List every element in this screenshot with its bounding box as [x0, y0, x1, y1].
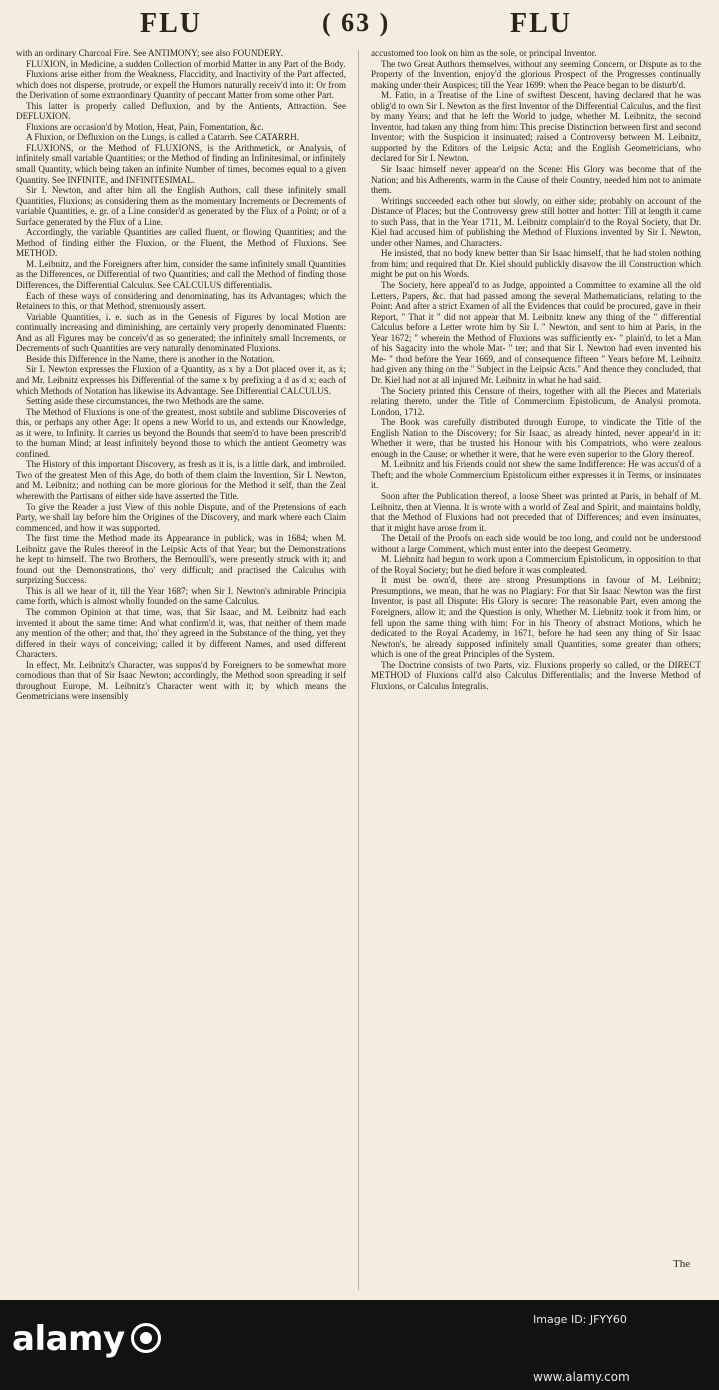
logo-text: alamy	[12, 1319, 125, 1359]
paragraph: Accordingly, the variable Quantities are called fluent, or flowing Quantities; and the Method of finding either the Fluxion, or the Fluent, the Method of Fluxions. See METHOD.	[16, 227, 346, 259]
paragraph: The Detail of the Proofs on each side would be too long, and could not be understood without a large Comment, which must enter into the deepest Geometry.	[371, 533, 701, 554]
logo-mark-icon	[131, 1323, 161, 1353]
paragraph: Fluxions are occasion'd by Motion, Heat, Pain, Fomentation, &c.	[26, 121, 264, 132]
paragraph: M. Leibnitz and his Friends could not shew the same Indifference: He was accus'd of a Theft; and the whole Commercium Epistolicum either expresses it in Terms, or insinuates it.	[371, 459, 701, 491]
paragraph: The first time the Method made its Appearance in publick, was in 1684; when M. Leibnitz gave the Rules thereof in the Leipsic Acts of that Year; but the Demonstrations he kept to himself. The two Brothers, the Bernoulli's, were presently struck with it; and found out the Demonstrations, tho' very difficult; and practised the Calculus with surprizing Success.	[16, 533, 346, 586]
page-number: ( 63 )	[322, 8, 391, 37]
alamy-logo	[12, 1319, 161, 1359]
paragraph: It must be own'd, there are strong Presumptions in favour of M. Leibnitz; Presumptions, we mean, that he was no Plagiary: For that Sir Isaac Newton was the first Inventor, is past all Dispute: His Glory is secure: The reasonable Part, even among the Foreigners, allow it; and the Question is only, Whether M. Liebnitz took it from him, or fell upon the same thing with him: For in his Theory of abstract Motions, which he dedicated to the Royal Academy, in 1671, before he had seen any thing of Sir Isaac Newton's, he already supposed infinitely small Quantities, some greater than others; which is one of the great Principles of the System.	[371, 575, 701, 660]
right-column	[371, 48, 701, 1293]
image-id	[533, 1313, 627, 1326]
paragraph: The Book was carefully distributed through Europe, to vindicate the Title of the English Nation to the Discovery; for Sir Isaac, as already hinted, never appear'd in it: Whether it were, that he trusted his Honour with his Compatriots, who were zealous enough in the Cause; or whether it were, that he were even superior to the Glory thereof.	[371, 417, 701, 459]
paragraph: The Doctrine consists of two Parts, viz. Fluxions properly so called, or the DIRECT METHOD of Fluxions call'd also Calculus Differentialis; and the Inverse Method of Fluxions, or Calculus Integralis.	[371, 659, 701, 691]
paragraph: This is all we hear of it, till the Year 1687; when Sir I. Newton's admirable Principia came forth, which is almost wholly founded on the same Calculus.	[16, 585, 346, 607]
running-head-right: FLU	[510, 8, 572, 39]
paragraph: To give the Reader a just View of this noble Dispute, and of the Pretensions of each Party, we shall lay before him the Origines of the Discovery, and mark where each Claim commenced, and how it was supported.	[16, 501, 346, 533]
paragraph: The two Great Authors themselves, without any seeming Concern, or Dispute as to the Property of the Invention, enjoy'd the glorious Prospect of the Progresses continually making under their Auspices; till the Year 1699: when the Peace began to be disturb'd.	[371, 58, 701, 90]
paragraph: Beside this Difference in the Name, there is another in the Notation.	[26, 353, 275, 364]
paragraph: Sir Isaac himself never appear'd on the Scene: His Glory was become that of the Nation; and his Adherents, warm in the Cause of their Country, needed him not to animate them.	[371, 164, 701, 196]
watermark-url: www.alamy.com	[533, 1370, 630, 1384]
left-column	[16, 48, 346, 1293]
paragraph: Soon after the Publication thereof, a loose Sheet was printed at Paris, in behalf of M. Leibnitz, then at Vienna. It is wrote with a world of Zeal and Spirit, and maintains boldly, that the Method of Fluxions had not preceded that of Differences; and even insinuates, that it might have arose from it.	[371, 490, 701, 533]
paragraph: Fluxions arise either from the Weakness, Flaccidity, and Inactivity of the Part affected, which does not disperse, protrude, or expell the Humors naturally receiv'd into it: Or from the Derivation of some extraordinary Quantity of peccant Matter from some other Part.	[16, 69, 346, 101]
paragraph: FLUXIONS, or the Method of FLUXIONS, is the Arithmetick, or Analysis, of infinitely small variable Quantities; or the Method of finding an Infinitesimal, or infinitely small Quantity, which being taken an infinite Number of times, becomes equal to a given Quantity. See INFINITE, and INFINITESIMAL.	[16, 142, 346, 185]
paragraph: The common Opinion at that time, was, that Sir Isaac, and M. Leibnitz had each invented it about the same time: And what confirm'd it, was, that neither of them made any mention of the other; and that, tho' they agreed in the Substance of the thing, yet they differed in their ways of conceiving; called it by different Names, and used different Characters.	[16, 606, 346, 660]
paragraph: FLUXION, in Medicine, a sudden Collection of morbid Matter in any Part of the Body.	[26, 58, 346, 69]
paragraph: Sir I. Newton, and after him all the English Authors, call these infinitely small Quantities, Fluxions; as considering them as the momentary Increments or Decrements of variable Quantities, e. gr. of a Line consider'd as generated by the Flux of a Point; or of a Surface generated by the Flux of a Line.	[16, 185, 346, 227]
paragraph: Sir I. Newton expresses the Fluxion of a Quantity, as x by a Dot placed over it, as ẋ; and Mr. Leibnitz expresses his Differential of the same x by prefixing a d as d x; each of which Methods of Notation has likewise its Advantage. See Differential CALCULUS.	[16, 364, 346, 396]
paragraph: The Society printed this Censure of theirs, together with all the Pieces and Materials relating thereto, under the Title of Commercium Epistolicum, de Analysi promota. London, 1712.	[371, 385, 701, 417]
running-head-left: FLU	[140, 8, 202, 39]
paragraph: The History of this important Discovery, as fresh as it is, is a little dark, and imbroiled. Two of the greatest Men of this Age, do both of them claim the Invention, Sir I. Newton, and M. Leibnitz; and nothing can be more glorious for the Method it self, than the Zeal wherewith the Partisans of either side have asserted the Title.	[16, 459, 346, 501]
page-header	[0, 8, 719, 44]
paragraph: Variable Quantities, i. e. such as in the Genesis of Figures by local Motion are continually increasing and diminishing, are certainly very properly denominated Fluents: And as all Figures may be conceiv'd as so generated; the infinitely small Increments, or Decrements of such Quantities are very naturally denominated Fluxions.	[16, 311, 346, 354]
paragraph: with an ordinary Charcoal Fire. See ANTIMONY; see also FOUNDERY.	[16, 48, 283, 58]
paragraph: He insisted, that no body knew better than Sir Isaac himself, that he had stolen nothing from him; and required that Dr. Kiel should publickly disavow the ill Construction which might be put on his Words.	[371, 248, 701, 280]
paragraph: Setting aside these circumstances, the two Methods are the same.	[26, 396, 264, 407]
paragraph: A Fluxion, or Defluxion on the Lungs, is called a Catarrh. See CATARRH.	[26, 132, 299, 143]
paragraph: Each of these ways of considering and denominating, has its Advantages; which the Retainers to this, or that Method, strenuously assert.	[16, 290, 346, 312]
image-id-label: Image ID: JFYY60	[533, 1313, 627, 1326]
catchword: The	[673, 1258, 691, 1270]
paragraph: This latter is properly called Defluxion, and by the Antients, Attraction. See DEFLUXION.	[16, 100, 346, 122]
paragraph: In effect, Mr. Leibnitz's Character, was suppos'd by Foreigners to be somewhat more comodious than that of Sir Isaac Newton; accordingly, the Method soon spreading it self throughout Europe, M. Leibnitz's Character went with it; by which means the Geometricians were insensibly	[16, 659, 346, 702]
paragraph: M. Fatio, in a Treatise of the Line of swiftest Descent, having declared that he was oblig'd to own Sir I. Newton as the first Inventor of the Differential Calculus, and the first by many Years; and that he left the World to judge, whether M. Leibnitz, the second Inventor, had taken any thing from him: This precise Distinction between first and second Inventor; with the Suspicion it insinuated; raised a Controversy between M. Leibnitz, supported by the Editors of the Leipsic Acta; and the English Geometricians, who declared for Sir I. Newton.	[371, 90, 701, 164]
paragraph: The Method of Fluxions is one of the greatest, most subtile and sublime Discoveries of this, or perhaps any other Age: It opens a new World to us, and extends our Knowledge, as it were, to Infinity. It carries us beyond the Bounds that seem'd to have been prescrib'd to the human Mind; at least infinitely beyond those to which the antient Geometry was confined.	[16, 406, 346, 459]
column-divider	[358, 50, 359, 1290]
paragraph: Writings succeeded each other but slowly, on either side; probably on account of the Distance of Places; but the Controversy grew still hotter and hotter: Till at length it came to such Pass, that in the Year 1711, M. Leibnitz complain'd to the Royal Society, that Dr. Kiel had accused him of publishing the Method of Fluxions invented by Sir I. Newton, under other Names, and Characters.	[371, 195, 701, 248]
paragraph: M. Leibnitz, and the Foreigners after him, consider the same infinitely small Quantities as the Differences, or Differential of two Quantities; and call the Method of finding those Differences, the Differential Calculus. See CALCULUS differentialis.	[16, 258, 346, 291]
paragraph: accustomed too look on him as the sole, or principal Inventor.	[371, 48, 597, 58]
paragraph: The Society, here appeal'd to as Judge, appointed a Committee to examine all the old Letters, Papers, &c. that had passed among the several Mathematicians, relating to the Point: And after a strict Examen of all the Evidences that could be procured, gave in their Report, " That it " did not appear that M. Leibnitz knew any thing of the " differential Calculus before a Letter wrote him by Sir I. " Newton, and sent to him at Paris, in the Year 1672; " wherein the Method of Fluxions was sufficiently ex- " plain'd, to let a Man of his Sagacity into the whole Mat- " ter; and that Sir I. Newton had even invented his Me- " thod before the Year 1669, and of consequence fifteen " Years before M. Leibnitz had given any thing on the " Subject in the Leipsic Acts." And thence they concluded, that Dr. Kiel had not at all injured Mr. Leibnitz in what he had said.	[371, 280, 701, 385]
paragraph: M. Liebnitz had begun to work upon a Commercium Epistolicum, in opposition to that of the Royal Society; but he died before it was compleated.	[371, 554, 701, 575]
